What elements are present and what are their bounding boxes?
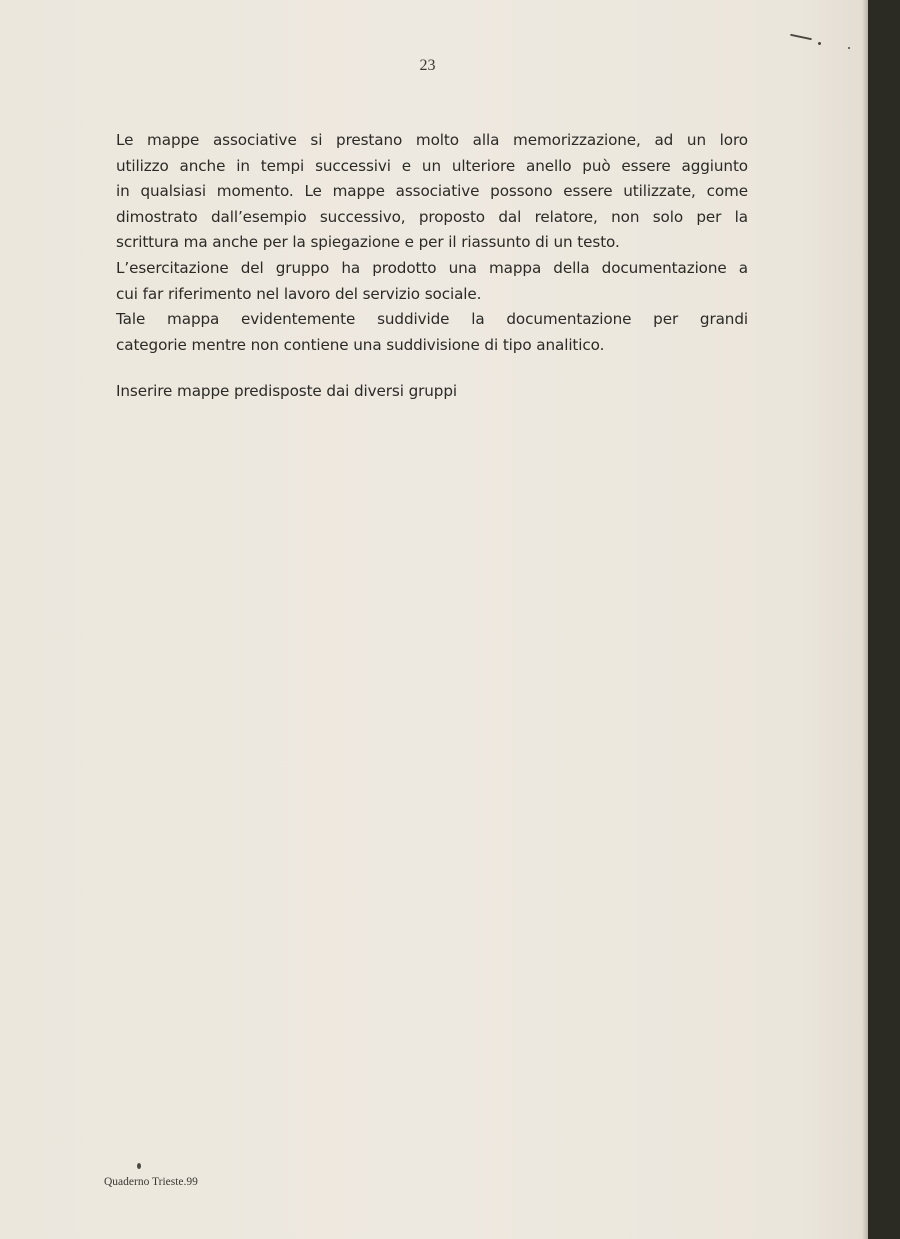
body-line: scrittura ma anche per la spiegazione e per il riassunto di un testo. xyxy=(116,233,620,252)
body-line: L’esercitazione del gruppo ha prodotto una mappa della documentazione a xyxy=(116,258,748,277)
body-line: Le mappe associative si prestano molto alla memorizzazione, ad un loro xyxy=(116,131,748,149)
body-line: cui far riferimento nel lavoro del servizio sociale. xyxy=(116,284,482,303)
body-line: Tale mappa evidentemente suddivide la documentazione per grandi xyxy=(116,310,748,329)
page-edge-shadow xyxy=(862,0,868,1239)
body-line: categorie mentre non contiene una suddivisione di tipo analitico. xyxy=(116,335,605,354)
scan-speck xyxy=(818,42,821,45)
paragraph-gap xyxy=(116,358,748,379)
body-line: in qualsiasi momento. Le mappe associative possono essere utilizzate, come xyxy=(116,182,748,201)
scan-speck xyxy=(137,1163,141,1169)
body-line: dimostrato dall’esempio successivo, proposto dal relatore, non solo per la xyxy=(116,207,748,226)
body-line: utilizzo anche in tempi successivi e un ulteriore anello può essere aggiunto xyxy=(116,156,748,175)
page-number: 23 xyxy=(419,57,436,74)
insert-maps-note: Inserire mappe predisposte dai diversi gruppi xyxy=(116,382,458,401)
scan-mark xyxy=(790,34,812,41)
scan-speck xyxy=(848,47,850,49)
body-text xyxy=(116,128,748,405)
footer-label: Quaderno Trieste.99 xyxy=(104,1176,198,1188)
